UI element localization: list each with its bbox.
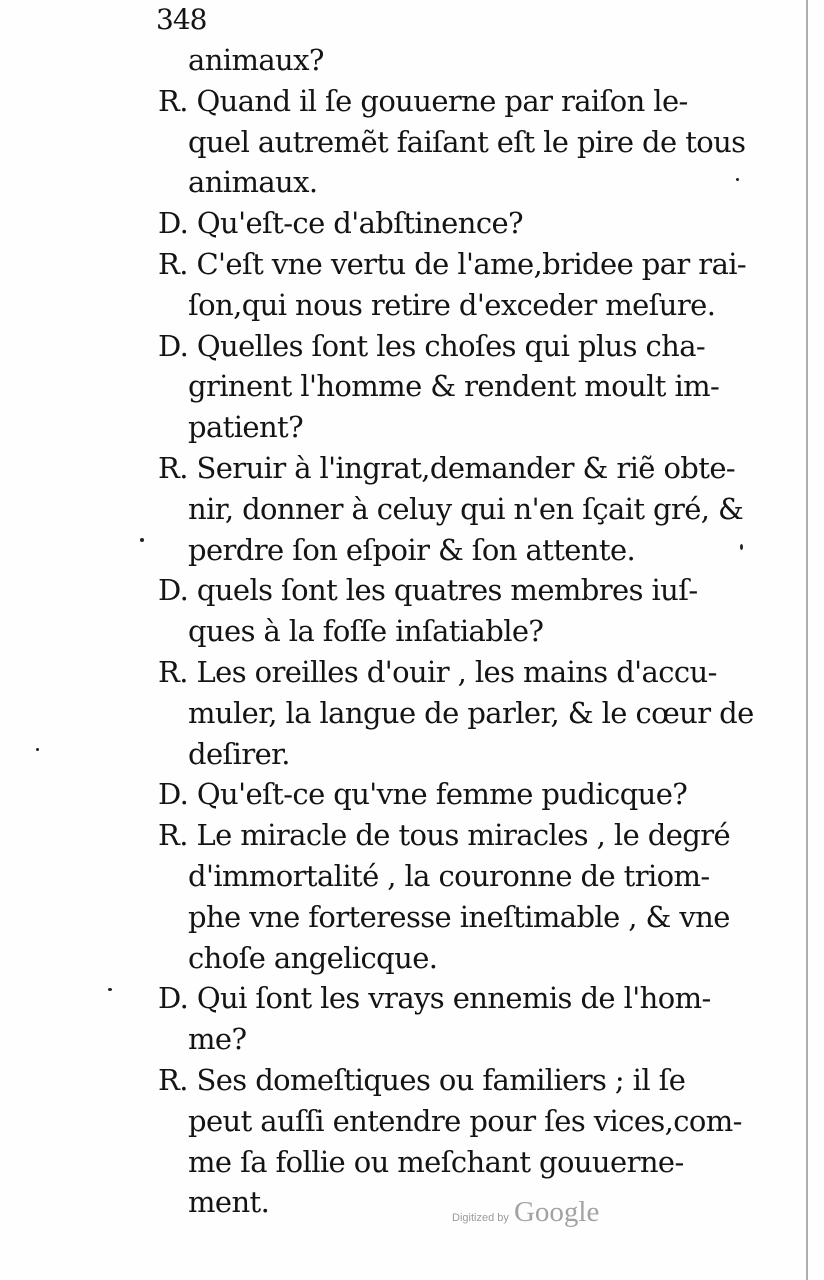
page-edge-shadow [806, 0, 808, 1280]
text-line: phe vne forteresse ineſtimable , & vne [188, 899, 730, 934]
text-line: D. Qui ſont les vrays ennemis de l'hom- [158, 981, 711, 1016]
text-line: D. Qu'eſt-ce qu'vne femme pudicque? [158, 777, 688, 812]
scan-speck [740, 544, 743, 550]
text-line: perdre ſon eſpoir & ſon attente. [188, 532, 636, 567]
body-text [158, 40, 798, 1223]
text-line: ſon,qui nous retire d'exceder meſure. [188, 287, 716, 322]
text-line: ment. [188, 1185, 270, 1220]
text-line: R. Les oreilles d'ouir , les mains d'accu- [158, 654, 717, 689]
scan-speck [108, 988, 112, 991]
scan-speck [36, 748, 39, 751]
text-line: R. Seruir à l'ingrat,demander & riẽ obte- [158, 450, 736, 485]
text-line: R. Ses domeſtiques ou familiers ; il ſe [158, 1062, 686, 1097]
text-line: ques à la foſſe inſatiable? [188, 614, 544, 649]
text-line: animaux. [188, 165, 318, 200]
text-line: grinent l'homme & rendent moult im- [188, 369, 720, 404]
text-line: patient? [188, 410, 304, 445]
text-line: quel autremẽt faiſant eſt le pire de tous [188, 124, 746, 159]
scan-speck [140, 538, 144, 542]
watermark-prefix: Digitized by [452, 1212, 509, 1224]
page-number: 348 [156, 3, 207, 36]
text-line: D. Qu'eſt-ce d'abſtinence? [158, 206, 523, 241]
text-line: D. Quelles ſont les choſes qui plus cha- [158, 328, 706, 363]
digitized-watermark [452, 1196, 599, 1229]
text-line: nir, donner à celuy qui n'en ſçait gré, & [188, 491, 744, 526]
text-line: me ſa follie ou meſchant gouuerne- [188, 1144, 684, 1179]
text-line: me? [188, 1022, 247, 1057]
scan-speck [736, 178, 739, 181]
text-line: choſe angelicque. [188, 940, 438, 975]
text-line: R. C'eſt vne vertu de l'ame,bridee par rai- [158, 246, 747, 281]
text-line: deſirer. [188, 736, 290, 771]
text-line: d'immortalité , la couronne de triom- [188, 858, 710, 893]
text-line: R. Le miracle de tous miracles , le degré [158, 818, 731, 853]
text-line: peut auſſi entendre pour ſes vices,com- [188, 1103, 742, 1138]
text-line: muler, la langue de parler, & le cœur de [188, 695, 754, 730]
watermark-brand: Google [513, 1196, 600, 1228]
text-line: animaux? [188, 43, 324, 77]
text-line: D. quels ſont les quatres membres iuſ- [158, 573, 698, 608]
text-line: R. Quand il ſe gouuerne par raiſon le- [158, 83, 688, 118]
